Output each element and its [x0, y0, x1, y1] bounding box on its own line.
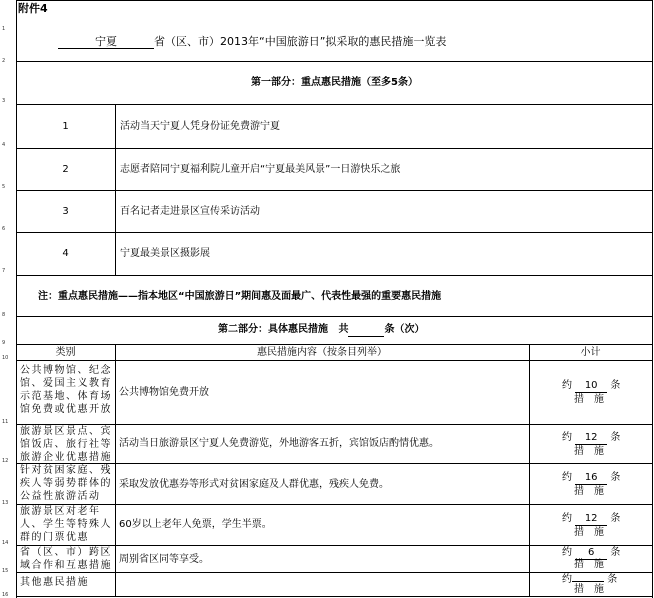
category-cell: 针对贫困家庭、残疾人等弱势群体的公益性旅游活动 — [20, 465, 112, 502]
subtotal-count — [562, 471, 620, 485]
attachment-label: 附件4 — [18, 2, 48, 15]
count-unit: 条 — [610, 432, 621, 443]
row-number-column — [0, 0, 14, 598]
category-cell: 公共博物馆、纪念馆、爱国主义教育示范基地、体育场馆免费或优惠开放 — [20, 365, 112, 415]
content-cell: 60岁以上老年人免票，学生半票。 — [119, 519, 272, 530]
part2-heading — [218, 323, 424, 337]
item-number: 1 — [62, 121, 69, 132]
count-unit: 条 — [610, 513, 621, 524]
row-number: 1 — [2, 26, 6, 32]
item-number: 2 — [62, 164, 69, 175]
count-unit: 条 — [610, 380, 621, 391]
row-divider — [16, 190, 653, 191]
row-divider — [16, 104, 653, 105]
subtotal-count — [562, 379, 620, 393]
subtotal-measures: 措 施 — [574, 527, 604, 538]
count-value: 16 — [575, 471, 607, 485]
subtotal-count — [562, 431, 620, 445]
part1-note: 注：重点惠民措施——指本地区“中国旅游日”期间惠及面最广、代表性最强的重要惠民措施 — [38, 291, 442, 302]
row-divider — [16, 148, 653, 149]
row-number: 10 — [2, 355, 9, 361]
title-text: 省（区、市）2013年“中国旅游日”拟采取的惠民措施一览表 — [154, 35, 447, 48]
subtotal-count — [562, 512, 620, 526]
row-number: 5 — [2, 184, 6, 190]
count-value: 6 — [575, 546, 607, 560]
count-prefix: 约 — [562, 513, 572, 524]
title-province: 宁夏 — [58, 35, 154, 49]
row-divider — [16, 596, 653, 597]
item-number: 4 — [62, 248, 69, 259]
item-number: 3 — [62, 206, 69, 217]
count-value: 12 — [575, 512, 607, 526]
row-number: 8 — [2, 312, 6, 318]
count-value — [572, 581, 604, 582]
column-header-subtotal: 小计 — [580, 347, 601, 358]
table-border — [16, 0, 17, 598]
table-border — [652, 0, 653, 598]
column-divider — [115, 104, 116, 275]
count-value: 10 — [575, 379, 607, 393]
column-divider — [115, 344, 116, 597]
row-divider — [16, 360, 653, 361]
category-cell: 旅游景区对老年人、学生等特殊人群的门票优惠 — [20, 506, 112, 543]
row-number: 6 — [2, 226, 6, 232]
row-number: 12 — [2, 458, 9, 464]
subtotal-measures: 措 施 — [574, 559, 604, 570]
row-number: 16 — [2, 592, 9, 598]
count-unit: 条 — [607, 574, 618, 585]
subtotal-measures: 措 施 — [574, 584, 604, 595]
content-cell: 活动当日旅游景区宁夏人免费游览，外地游客五折，宾馆饭店酌情优惠。 — [119, 438, 439, 449]
item-text: 志愿者陪同宁夏福利院儿童开启“宁夏最美风景”一日游快乐之旅 — [120, 164, 401, 175]
column-header-content: 惠民措施内容（按条目列举） — [257, 347, 387, 358]
count-prefix: 约 — [562, 380, 572, 391]
row-number: 7 — [2, 268, 6, 274]
part2-heading-prefix: 第二部分：具体惠民措施 — [218, 324, 328, 335]
category-cell: 省（区、市）跨区域合作和互惠措施 — [20, 547, 112, 571]
row-number: 11 — [2, 419, 9, 425]
column-header-category: 类别 — [55, 347, 76, 358]
count-value: 12 — [575, 431, 607, 445]
subtotal-measures: 措 施 — [574, 394, 604, 405]
content-cell: 周别省区同等享受。 — [119, 554, 209, 565]
subtotal-measures: 措 施 — [574, 446, 604, 457]
row-number: 13 — [2, 500, 9, 506]
row-number: 15 — [2, 568, 9, 574]
count-prefix: 约 — [562, 472, 572, 483]
column-divider — [529, 344, 530, 597]
item-text: 百名记者走进景区宣传采访活动 — [120, 206, 260, 217]
row-number: 4 — [2, 142, 6, 148]
count-prefix: 约 — [562, 574, 572, 585]
subtotal-measures: 措 施 — [574, 486, 604, 497]
content-cell: 采取发放优惠券等形式对贫困家庭及人群优惠，残疾人免费。 — [119, 479, 389, 490]
row-divider — [16, 232, 653, 233]
part2-total-blank — [348, 323, 384, 337]
row-divider — [16, 572, 653, 573]
page-title — [58, 35, 446, 49]
count-unit: 条 — [610, 472, 621, 483]
part1-heading: 第一部分：重点惠民措施（至多5条） — [251, 77, 418, 88]
part2-heading-suffix: 条（次） — [384, 324, 425, 335]
row-number: 3 — [2, 98, 6, 104]
item-text: 活动当天宁夏人凭身份证免费游宁夏 — [120, 121, 280, 132]
row-divider — [16, 275, 653, 276]
row-number: 2 — [2, 58, 6, 64]
row-divider — [16, 316, 653, 317]
count-prefix: 约 — [562, 432, 572, 443]
row-number: 9 — [2, 340, 6, 346]
part2-heading-mid: 共 — [338, 324, 349, 335]
content-cell: 公共博物馆免费开放 — [119, 387, 209, 398]
row-number: 14 — [2, 540, 9, 546]
category-cell: 其他惠民措施 — [20, 577, 89, 588]
count-unit: 条 — [610, 547, 621, 558]
category-cell: 旅游景区景点、宾馆饭店、旅行社等旅游企业优惠措施 — [20, 426, 112, 463]
table-border — [16, 0, 653, 1]
row-divider — [16, 61, 653, 62]
row-divider — [16, 344, 653, 345]
item-text: 宁夏最美景区摄影展 — [120, 248, 210, 259]
count-prefix: 约 — [562, 547, 572, 558]
